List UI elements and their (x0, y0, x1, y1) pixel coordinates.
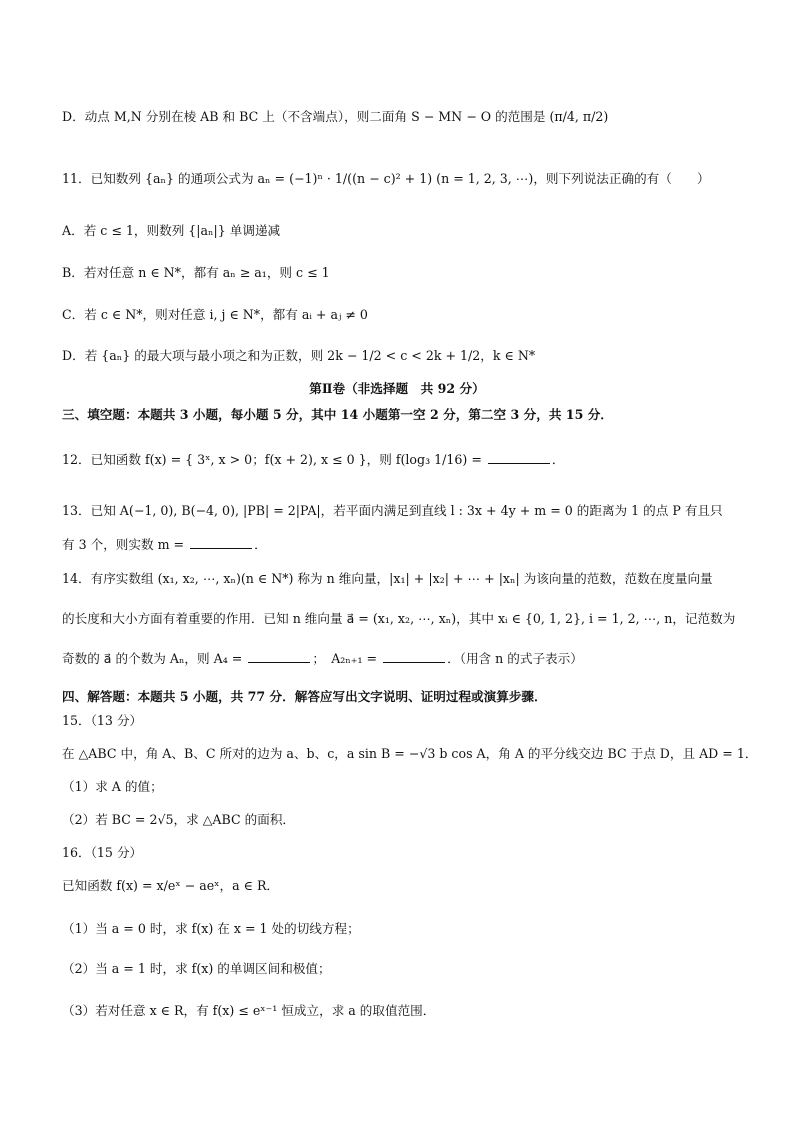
part2-title (0, 380, 794, 398)
q13-line2-text: 有 3 个，则实数 m = (62, 537, 189, 552)
q13-line1-text: 13．已知 A(−1, 0), B(−4, 0), |PB| = 2|PA|，若平面内满足到直线 l : 3x + 4y + m = 0 的距离为 1 的点 P 有且只 (62, 503, 723, 518)
q11-option-d-text: D．若 {aₙ} 的最大项与最小项之和为正数，则 2k − 1/2 < c < 2k + 1/2，k ∈ N* (62, 348, 536, 363)
q12-answer-blank[interactable] (488, 451, 550, 464)
q14-line3a: 奇数的 a⃗ 的个数为 Aₙ，则 A₄ = (62, 651, 247, 666)
q11-stem (62, 170, 754, 188)
q14-answer-blank-1[interactable] (248, 650, 310, 663)
part2-title-text: 第Ⅱ卷（非选择题 共 92 分） (309, 381, 485, 396)
q12 (62, 451, 754, 469)
q16-part1-text: （1）当 a = 0 时，求 f(x) 在 x = 1 处的切线方程； (62, 921, 360, 936)
q11-stem-text: 11．已知数列 {aₙ} 的通项公式为 aₙ = (−1)ⁿ · 1/((n − c)² + 1) (n = 1, 2, 3, ⋯)，则下列说法正确的有（ ） (62, 171, 710, 186)
q15-head-text: 15．（13 分） (62, 713, 143, 728)
q14-line2 (62, 610, 754, 628)
q11-option-b-text: B．若对任意 n ∈ N*，都有 aₙ ≥ a₁，则 c ≤ 1 (62, 265, 330, 280)
q16-head (62, 844, 754, 862)
q14-line1-text: 14．有序实数组 (x₁, x₂, ⋯, xₙ)(n ∈ N*) 称为 n 维向量，|x₁| + |x₂| + ⋯ + |xₙ| 为该向量的范数，范数在度量向量 (62, 571, 713, 586)
section4-title (62, 688, 754, 706)
section3-title (62, 406, 754, 424)
q15-part2-text: （2）若 BC = 2√5，求 △ABC 的面积． (62, 812, 296, 827)
q14-line3b: ； A₂ₙ₊₁ = (312, 651, 382, 666)
q11-option-c (62, 306, 754, 324)
q14-line2-text: 的长度和大小方面有着重要的作用．已知 n 维向量 a⃗ = (x₁, x₂, ⋯, xₙ)，其中 xᵢ ∈ {0, 1, 2}, i = 1, 2, ⋯, n，记范数为 (62, 611, 736, 626)
q14-line3c: ．（用含 n 的式子表示） (447, 651, 583, 666)
q15-stem (62, 745, 758, 763)
q14-answer-blank-2[interactable] (383, 650, 445, 663)
q14-line1 (62, 570, 754, 588)
q11-option-b (62, 264, 754, 282)
q12-end: ． (551, 452, 565, 467)
q10-option-d-text: D．动点 M,N 分别在棱 AB 和 BC 上（不含端点），则二面角 S − MN − O 的范围是 (π/4, π/2) (62, 109, 609, 124)
q15-part1 (62, 778, 754, 796)
section3-title-text: 三、填空题：本题共 3 小题，每小题 5 分，其中 14 小题第一空 2 分，第二空 3 分，共 15 分． (62, 407, 613, 422)
q16-part3-text: （3）若对任意 x ∈ R，有 f(x) ≤ eˣ⁻¹ 恒成立，求 a 的取值范围． (62, 1003, 436, 1018)
q16-part1 (62, 920, 754, 938)
q11-option-a (62, 222, 754, 240)
q16-head-text: 16．（15 分） (62, 845, 143, 860)
q11-option-c-text: C．若 c ∈ N*，则对任意 i, j ∈ N*，都有 aᵢ + aⱼ ≠ 0 (62, 307, 368, 322)
q13-end: ． (254, 537, 267, 552)
q10-option-d (62, 108, 754, 126)
q16-part3 (62, 1002, 754, 1020)
q14-line3 (62, 650, 754, 668)
q16-part2-text: （2）当 a = 1 时，求 f(x) 的单调区间和极值； (62, 961, 331, 976)
q16-stem (62, 877, 754, 895)
q15-stem-text: 在 △ABC 中，角 A、B、C 所对的边为 a、b、c，a sin B = −√3 b cos A，角 A 的平分线交边 BC 于点 D，且 AD = 1． (62, 746, 758, 761)
q11-option-a-text: A．若 c ≤ 1，则数列 {|aₙ|} 单调递减 (62, 223, 281, 238)
q13-answer-blank[interactable] (190, 536, 252, 549)
q12-text: 12．已知函数 f(x) = { 3ˣ, x > 0；f(x + 2), x ≤ 0 }，则 f(log₃ 1/16) = (62, 452, 486, 467)
section4-title-text: 四、解答题：本题共 5 小题，共 77 分．解答应写出文字说明、证明过程或演算步骤． (62, 689, 547, 704)
q13-line1 (62, 502, 754, 520)
q15-head (62, 712, 754, 730)
q16-stem-text: 已知函数 f(x) = x/eˣ − aeˣ，a ∈ R． (62, 878, 280, 893)
q11-option-d (62, 347, 754, 365)
q15-part1-text: （1）求 A 的值； (62, 779, 163, 794)
q13-line2 (62, 536, 754, 554)
q16-part2 (62, 960, 754, 978)
q15-part2 (62, 811, 754, 829)
